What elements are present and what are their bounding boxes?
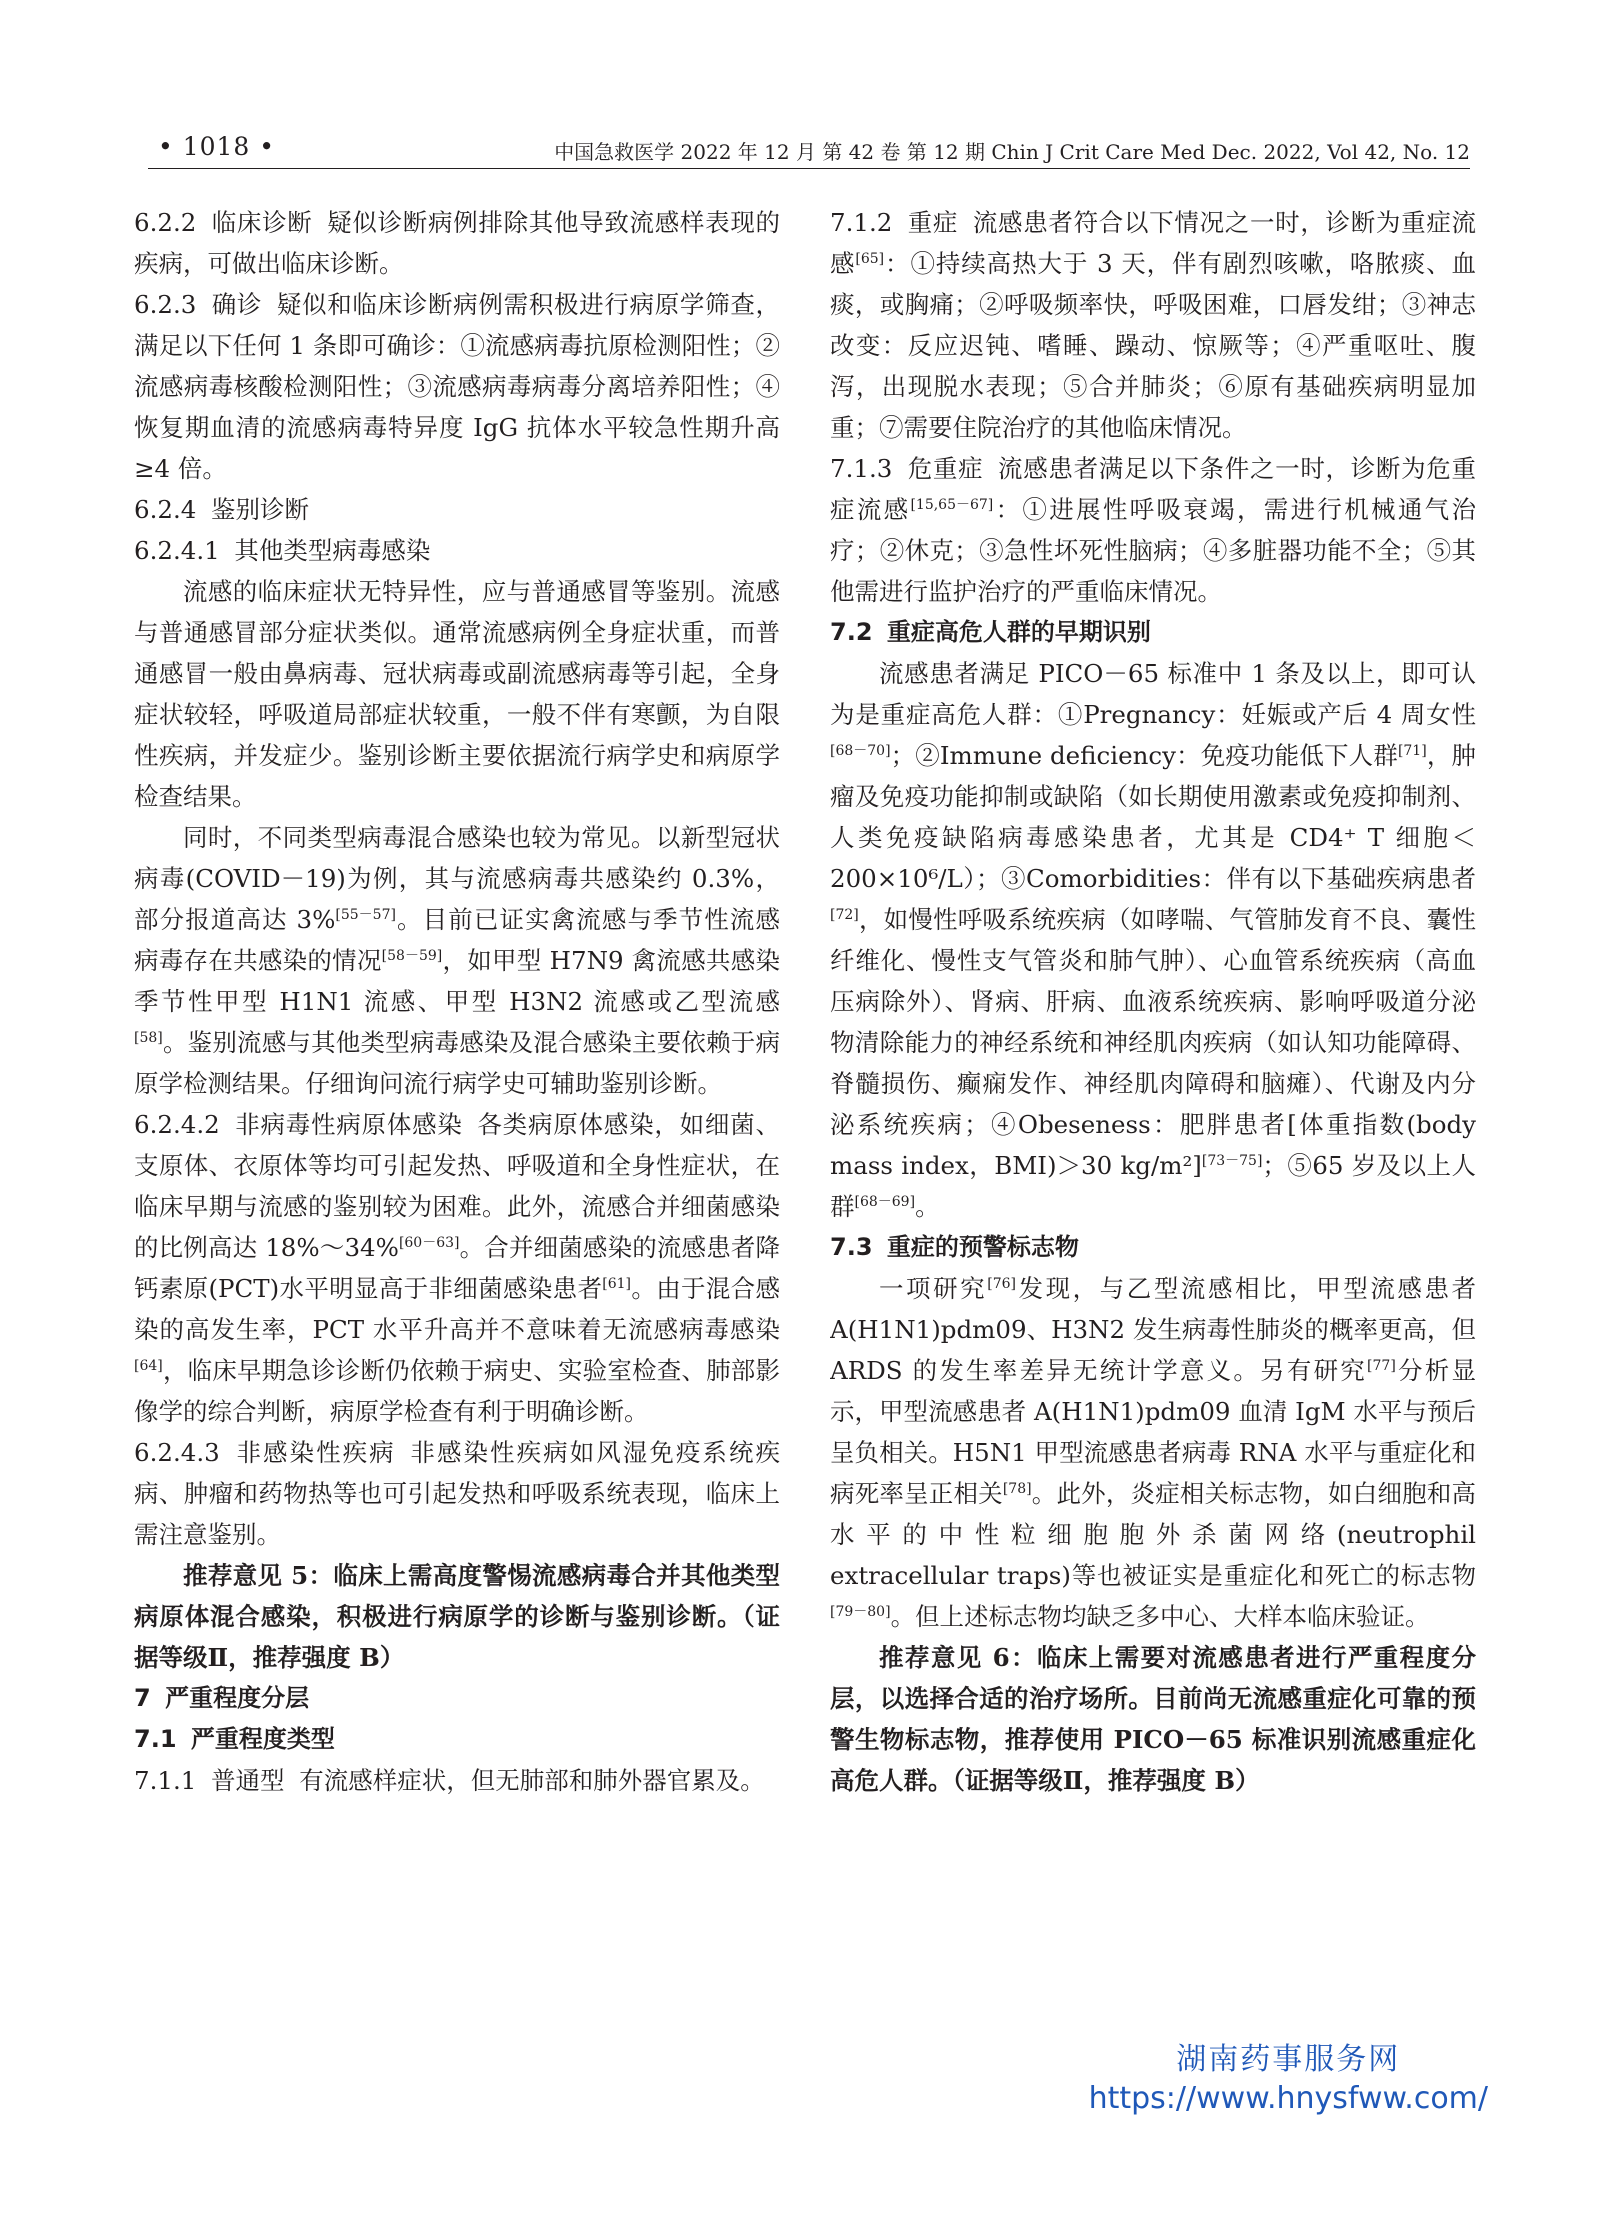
body-text: ：①进展性呼吸衰竭，需进行机械通气治疗；②休克；③急性坏死性脑病；④多脏器功能不全；⑤其他需进行监护治疗的严重临床情况。 bbox=[830, 495, 1476, 606]
citation: [64] bbox=[134, 1357, 163, 1374]
section-title: 危重症 bbox=[907, 454, 984, 483]
section-number: 6.2.4.3 bbox=[134, 1438, 220, 1467]
body-text: 分析显示，甲型流感患者 A(H1N1)pdm09 血清 IgM 水平与预后呈负相关。H5N1 甲型流感患者病毒 RNA 水平与重症化和病死率呈正相关 bbox=[830, 1356, 1476, 1508]
citation: [76] bbox=[987, 1275, 1016, 1292]
recommendation bbox=[830, 1637, 1476, 1801]
citation: [73－75] bbox=[1201, 1152, 1263, 1169]
citation: [78] bbox=[1002, 1480, 1032, 1497]
body-text: 。但上述标志物均缺乏多中心、大样本临床验证。 bbox=[890, 1602, 1430, 1631]
header-divider bbox=[148, 168, 1470, 169]
recommendation bbox=[134, 1555, 780, 1678]
citation: [58] bbox=[134, 1029, 163, 1046]
section-title: 普通型 bbox=[211, 1766, 285, 1795]
citation: [61] bbox=[602, 1275, 632, 1292]
citation: [65] bbox=[855, 250, 885, 267]
section-heading bbox=[134, 1719, 780, 1760]
section-number: 7.3 bbox=[830, 1233, 873, 1261]
body-text: 。合并细菌感染的流感患者降钙素原(PCT)水平明显高于非细菌感染患者 bbox=[134, 1233, 780, 1303]
body-text: ，如慢性呼吸系统疾病（如哮喘、气管肺发育不良、囊性纤维化、慢性支气管炎和肺气肿）、心血管系统疾病（高血压病除外）、肾病、肝病、血液系统疾病、影响呼吸道分泌物清除能力的神经系统和神经肌肉疾病（如认知功能障碍、脊髓损伤、癫痫发作、神经肌肉障碍和脑瘫）、代谢及内分泌系统疾病；④Obeseness：肥胖患者[体重指数(body mass index，BMI)＞30 kg/m²] bbox=[830, 905, 1476, 1180]
body-text: ：①持续高热大于 3 天，伴有剧烈咳嗽，咯脓痰、血痰，或胸痛；②呼吸频率快，呼吸困难，口唇发绀；③神志改变：反应迟钝、嗜睡、躁动、惊厥等；④严重呕吐、腹泻，出现脱水表现；⑤合并肺炎；⑥原有基础疾病明显加重；⑦需要住院治疗的其他临床情况。 bbox=[830, 249, 1476, 442]
section-title: 鉴别诊断 bbox=[211, 495, 310, 524]
body-text: 疑似和临床诊断病例需积极进行病原学筛查，满足以下任何 1 条即可确诊：①流感病毒抗原检测阳性；②流感病毒核酸检测阳性；③流感病毒病毒分离培养阳性；④恢复期血清的流感病毒特异度 IgG 抗体水平较急性期升高≥4 倍。 bbox=[134, 290, 780, 483]
body-text: 各类病原体感染，如细菌、支原体、衣原体等均可引起发热、呼吸道和全身性症状，在临床早期与流感的鉴别较为困难。此外，流感合并细菌感染的比例高达 18%～34% bbox=[134, 1110, 780, 1262]
section-title: 确诊 bbox=[211, 290, 263, 319]
subsection bbox=[830, 448, 1476, 612]
section-title: 重症 bbox=[907, 208, 959, 237]
body-text: 。此外，炎症相关标志物，如白细胞和高水平的中性粒细胞胞外杀菌网络(neutrophil extracellular traps)等也被证实是重症化和死亡的标志物 bbox=[830, 1479, 1476, 1590]
section-number: 6.2.4 bbox=[134, 495, 197, 524]
section-title: 非病毒性病原体感染 bbox=[234, 1110, 463, 1139]
subsection bbox=[134, 284, 780, 489]
subsection bbox=[134, 202, 780, 284]
citation: [60－63] bbox=[398, 1234, 460, 1251]
section-number: 6.2.2 bbox=[134, 208, 197, 237]
citation: [72] bbox=[830, 906, 859, 923]
body-text: ，临床早期急诊诊断仍依赖于病史、实验室检查、肺部影像学的综合判断，病原学检查有利于明确诊断。 bbox=[134, 1356, 780, 1426]
watermark bbox=[1089, 2040, 1488, 2118]
body-text: 。 bbox=[915, 1192, 940, 1221]
journal-citation: 中国急救医学 2022 年 12 月 第 42 卷 第 12 期 Chin J Crit Care Med Dec. 2022, Vol 42, No. 12 bbox=[554, 140, 1470, 164]
left-column bbox=[134, 202, 780, 2102]
section-title: 严重程度分层 bbox=[165, 1684, 310, 1712]
citation: [15,65－67] bbox=[910, 496, 994, 513]
section-title: 临床诊断 bbox=[211, 208, 313, 237]
section-heading bbox=[830, 612, 1476, 653]
paragraph bbox=[830, 653, 1476, 1227]
section-number: 7.1.3 bbox=[830, 454, 893, 483]
body-text: 流感患者满足以下条件之一时，诊断为危重症流感 bbox=[830, 454, 1476, 524]
subsection bbox=[134, 530, 780, 571]
section-title: 重症的预警标志物 bbox=[886, 1233, 1079, 1261]
watermark-url[interactable]: https://www.hnysfww.com/ bbox=[1088, 2081, 1488, 2116]
subsection bbox=[134, 1432, 780, 1555]
body-text: 流感患者满足 PICO－65 标准中 1 条及以上，即可认为是重症高危人群：①Pregnancy：妊娠或产后 4 周女性 bbox=[830, 659, 1476, 729]
citation: [77] bbox=[1367, 1357, 1396, 1374]
citation: [71] bbox=[1397, 742, 1427, 759]
citation: [55－57] bbox=[335, 906, 396, 923]
paragraph bbox=[134, 571, 780, 817]
section-title: 重症高危人群的早期识别 bbox=[886, 618, 1151, 646]
body-text: 流感患者符合以下情况之一时，诊断为重症流感 bbox=[830, 208, 1476, 278]
subsection bbox=[134, 489, 780, 530]
citation: [68－69] bbox=[854, 1193, 916, 1210]
body-text: 推荐意见 5：临床上需高度警惕流感病毒合并其他类型病原体混合感染，积极进行病原学的诊断与鉴别诊断。（证据等级Ⅱ，推荐强度 B） bbox=[134, 1561, 780, 1672]
section-heading bbox=[830, 1227, 1476, 1268]
body-text: 一项研究 bbox=[879, 1274, 988, 1303]
section-number: 6.2.3 bbox=[134, 290, 197, 319]
section-number: 6.2.4.1 bbox=[134, 536, 220, 565]
section-title: 非感染性疾病 bbox=[234, 1438, 396, 1467]
subsection bbox=[830, 202, 1476, 448]
citation: [79－80] bbox=[830, 1603, 891, 1620]
page-number: • 1018 • bbox=[158, 132, 276, 161]
body-text: 非感染性疾病如风湿免疫系统疾病、肿瘤和药物热等也可引起发热和呼吸系统表现，临床上需注意鉴别。 bbox=[134, 1438, 780, 1549]
body-text: 发现，与乙型流感相比，甲型流感患者 A(H1N1)pdm09、H3N2 发生病毒性肺炎的概率更高，但 ARDS 的发生率差异无统计学意义。另有研究 bbox=[830, 1274, 1476, 1385]
citation: [68－70] bbox=[830, 742, 891, 759]
body-text: 推荐意见 6：临床上需要对流感患者进行严重程度分层，以选择合适的治疗场所。目前尚无流感重症化可靠的预警生物标志物，推荐使用 PICO－65 标准识别流感重症化高危人群。（证据等级Ⅱ，推荐强度 B） bbox=[830, 1643, 1476, 1795]
section-number: 7.1.1 bbox=[134, 1766, 197, 1795]
body-text: ；⑤65 岁及以上人群 bbox=[830, 1151, 1476, 1221]
section-title: 其他类型病毒感染 bbox=[234, 536, 431, 565]
paragraph bbox=[830, 1268, 1476, 1637]
body-text: 同时，不同类型病毒混合感染也较为常见。以新型冠状病毒(COVID－19)为例，其与流感病毒共感染约 0.3%，部分报道高达 3% bbox=[134, 823, 780, 934]
section-number: 6.2.4.2 bbox=[134, 1110, 220, 1139]
page-header bbox=[148, 132, 1470, 166]
body-text: 。由于混合感染的高发生率，PCT 水平升高并不意味着无流感病毒感染 bbox=[134, 1274, 780, 1344]
section-heading bbox=[134, 1678, 780, 1719]
citation: [58－59] bbox=[381, 947, 443, 964]
section-number: 7.1 bbox=[134, 1725, 177, 1753]
body-text: ；②Immune deficiency：免疫功能低下人群 bbox=[890, 741, 1398, 770]
section-number: 7 bbox=[134, 1684, 151, 1712]
body-text: 疑似诊断病例排除其他导致流感样表现的疾病，可做出临床诊断。 bbox=[134, 208, 780, 278]
paragraph bbox=[134, 817, 780, 1104]
right-column bbox=[830, 202, 1476, 2102]
subsection bbox=[134, 1760, 780, 1801]
body-text: 。鉴别流感与其他类型病毒感染及混合感染主要依赖于病原学检测结果。仔细询问流行病学史可辅助鉴别诊断。 bbox=[134, 1028, 780, 1098]
watermark-name: 湖南药事服务网 bbox=[1176, 2042, 1401, 2077]
body-text: 流感的临床症状无特异性，应与普通感冒等鉴别。流感与普通感冒部分症状类似。通常流感病例全身症状重，而普通感冒一般由鼻病毒、冠状病毒或副流感病毒等引起，全身症状较轻，呼吸道局部症状较重，一般不伴有寒颤，为自限性疾病，并发症少。鉴别诊断主要依据流行病学史和病原学检查结果。 bbox=[134, 577, 780, 811]
body-text: 有流感样症状，但无肺部和肺外器官累及。 bbox=[299, 1766, 765, 1795]
body-text: ，肿瘤及免疫功能抑制或缺陷（如长期使用激素或免疫抑制剂、人类免疫缺陷病毒感染患者，尤其是 CD4⁺ T 细胞＜200×10⁶/L）；③Comorbidities：伴有以下基础疾病患者 bbox=[830, 741, 1476, 893]
section-number: 7.1.2 bbox=[830, 208, 893, 237]
body-text: ，如甲型 H7N9 禽流感共感染季节性甲型 H1N1 流感、甲型 H3N2 流感或乙型流感 bbox=[134, 946, 780, 1016]
subsection bbox=[134, 1104, 780, 1432]
section-title: 严重程度类型 bbox=[190, 1725, 335, 1753]
section-number: 7.2 bbox=[830, 618, 873, 646]
body-text: 。目前已证实禽流感与季节性流感病毒存在共感染的情况 bbox=[134, 905, 780, 975]
